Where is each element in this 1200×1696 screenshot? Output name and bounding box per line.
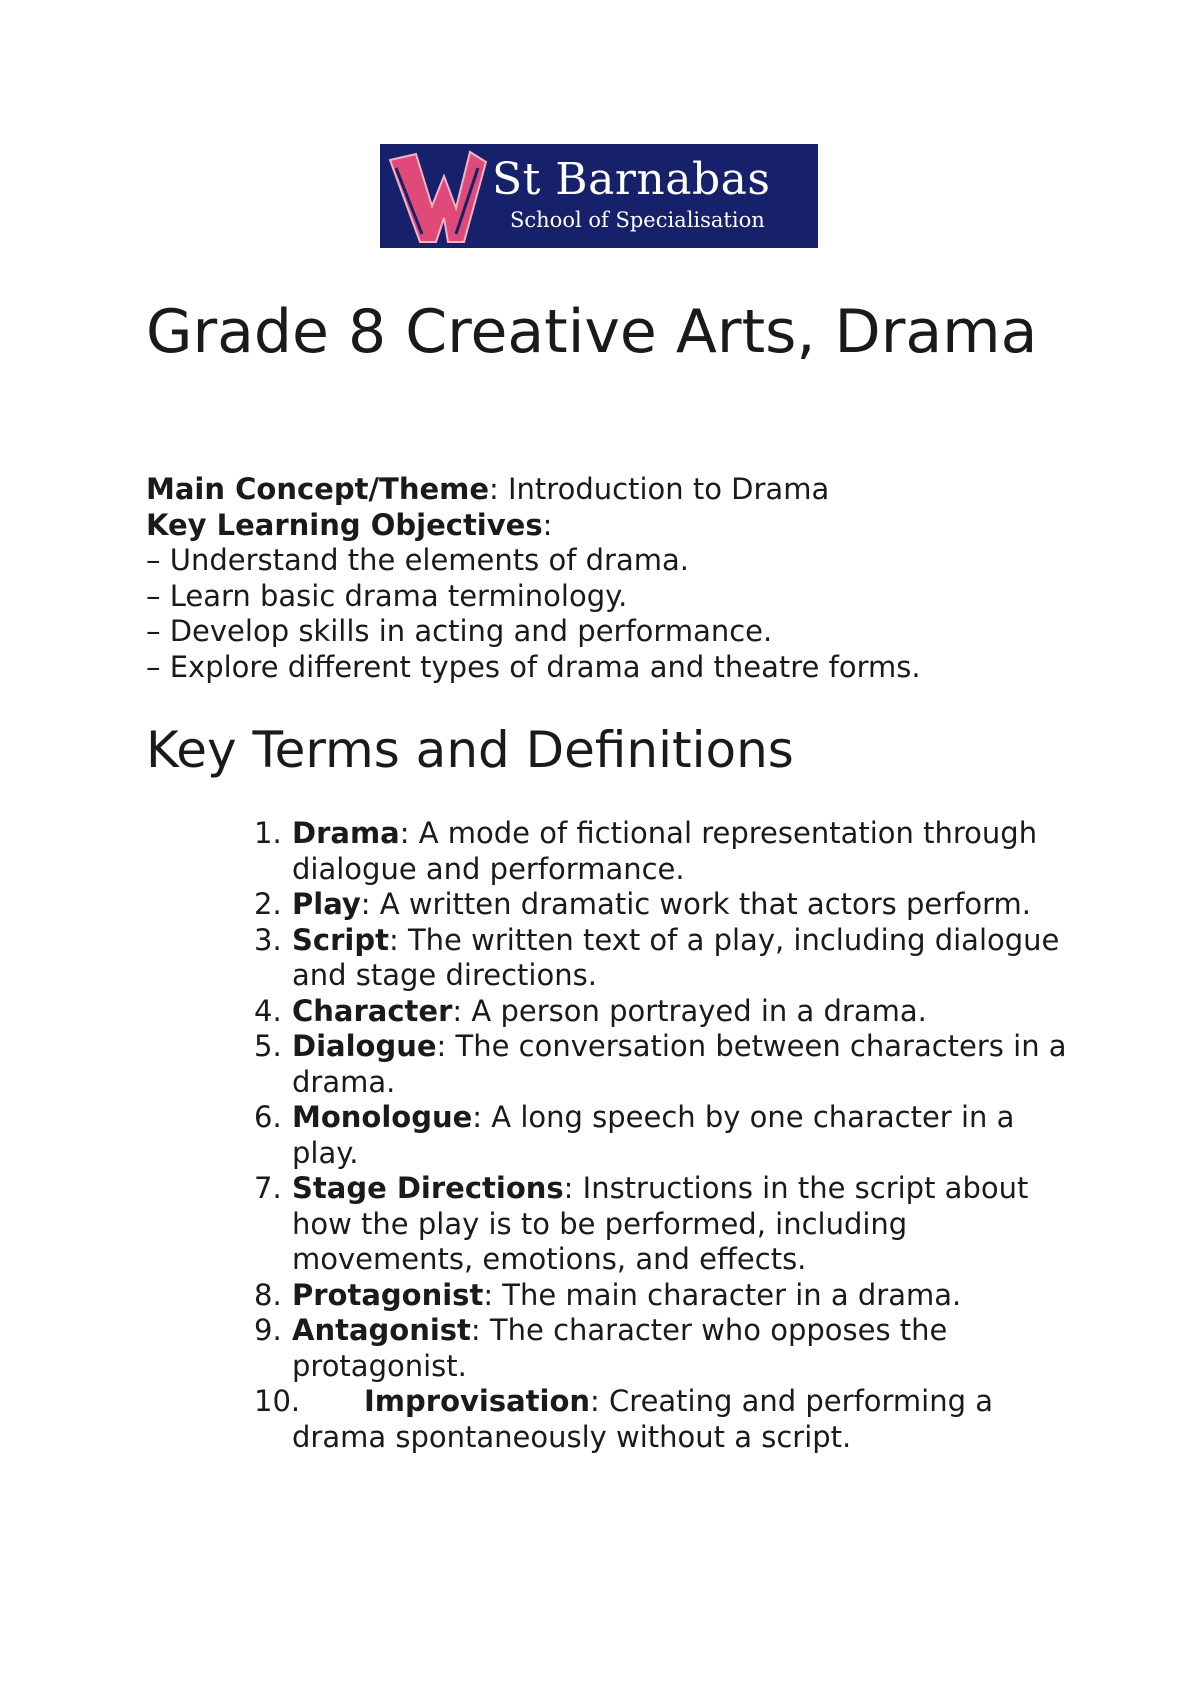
term-number: 10. bbox=[254, 1384, 301, 1418]
term-definition: : A person portrayed in a drama. bbox=[452, 993, 927, 1028]
school-logo bbox=[380, 144, 818, 248]
term-name: Play bbox=[292, 887, 361, 921]
objective-item: – Understand the elements of drama. bbox=[146, 543, 689, 577]
term-item bbox=[254, 887, 1074, 923]
term-number: 3. bbox=[254, 922, 282, 957]
term-name: Protagonist bbox=[292, 1277, 484, 1312]
objectives-label: Key Learning Objectives bbox=[146, 507, 543, 542]
term-name: Script bbox=[292, 922, 389, 957]
term-number: 6. bbox=[254, 1100, 282, 1134]
term-definition: : Creating and performing a drama spontaneously without a script. bbox=[292, 1384, 994, 1454]
term-number: 7. bbox=[254, 1171, 282, 1205]
term-definition: : Instructions in the script about how the play is to be performed, including movements, emotions, and effects. bbox=[292, 1171, 1029, 1276]
term-name: Improvisation bbox=[364, 1384, 591, 1418]
page-title: Grade 8 Creative Arts, Drama bbox=[146, 297, 1038, 367]
term-name: Dialogue bbox=[292, 1029, 437, 1063]
term-name: Character bbox=[292, 993, 453, 1028]
term-definition: : The character who opposes the protagonist. bbox=[292, 1313, 948, 1383]
term-number: 5. bbox=[254, 1029, 282, 1063]
term-item bbox=[254, 1171, 1074, 1278]
term-name: Stage Directions bbox=[292, 1171, 564, 1205]
term-number: 4. bbox=[254, 993, 282, 1028]
term-number: 9. bbox=[254, 1313, 282, 1347]
section-title-key-terms: Key Terms and Definitions bbox=[146, 721, 794, 779]
term-name: Drama bbox=[292, 816, 400, 850]
term-definition: : The conversation between characters in a drama. bbox=[292, 1029, 1067, 1099]
term-item bbox=[254, 1313, 1074, 1384]
main-concept-value: : Introduction to Drama bbox=[489, 472, 830, 506]
term-definition: : The written text of a play, including dialogue and stage directions. bbox=[292, 922, 1060, 992]
term-item bbox=[254, 1278, 1074, 1314]
term-item bbox=[254, 1384, 1074, 1455]
term-definition: : A mode of fictional representation through dialogue and performance. bbox=[292, 816, 1038, 886]
objectives-suffix: : bbox=[542, 507, 553, 542]
term-name: Antagonist bbox=[292, 1313, 471, 1347]
term-number: 2. bbox=[254, 887, 282, 921]
term-number: 8. bbox=[254, 1277, 282, 1312]
term-definition: : A long speech by one character in a play. bbox=[292, 1100, 1015, 1170]
objective-item: – Develop skills in acting and performance. bbox=[146, 614, 773, 648]
term-item bbox=[254, 816, 1074, 887]
term-name: Monologue bbox=[292, 1100, 473, 1134]
logo-school-name: St Barnabas bbox=[492, 154, 771, 205]
term-number: 1. bbox=[254, 816, 282, 850]
lesson-overview bbox=[146, 472, 921, 685]
term-item bbox=[254, 1100, 1074, 1171]
objective-item: – Explore different types of drama and theatre forms. bbox=[146, 649, 921, 684]
main-concept-label: Main Concept/Theme bbox=[146, 472, 490, 506]
term-item bbox=[254, 994, 1074, 1030]
term-definition: : The main character in a drama. bbox=[483, 1277, 962, 1312]
school-crest-icon bbox=[386, 146, 490, 246]
term-item bbox=[254, 923, 1074, 994]
key-terms-list bbox=[254, 816, 1074, 1455]
term-definition: : A written dramatic work that actors perform. bbox=[360, 887, 1032, 921]
main-concept-line bbox=[146, 472, 921, 508]
logo-school-subtitle: School of Specialisation bbox=[510, 208, 765, 232]
objectives-heading bbox=[146, 508, 921, 544]
term-item bbox=[254, 1029, 1074, 1100]
objective-item: – Learn basic drama terminology. bbox=[146, 578, 628, 613]
